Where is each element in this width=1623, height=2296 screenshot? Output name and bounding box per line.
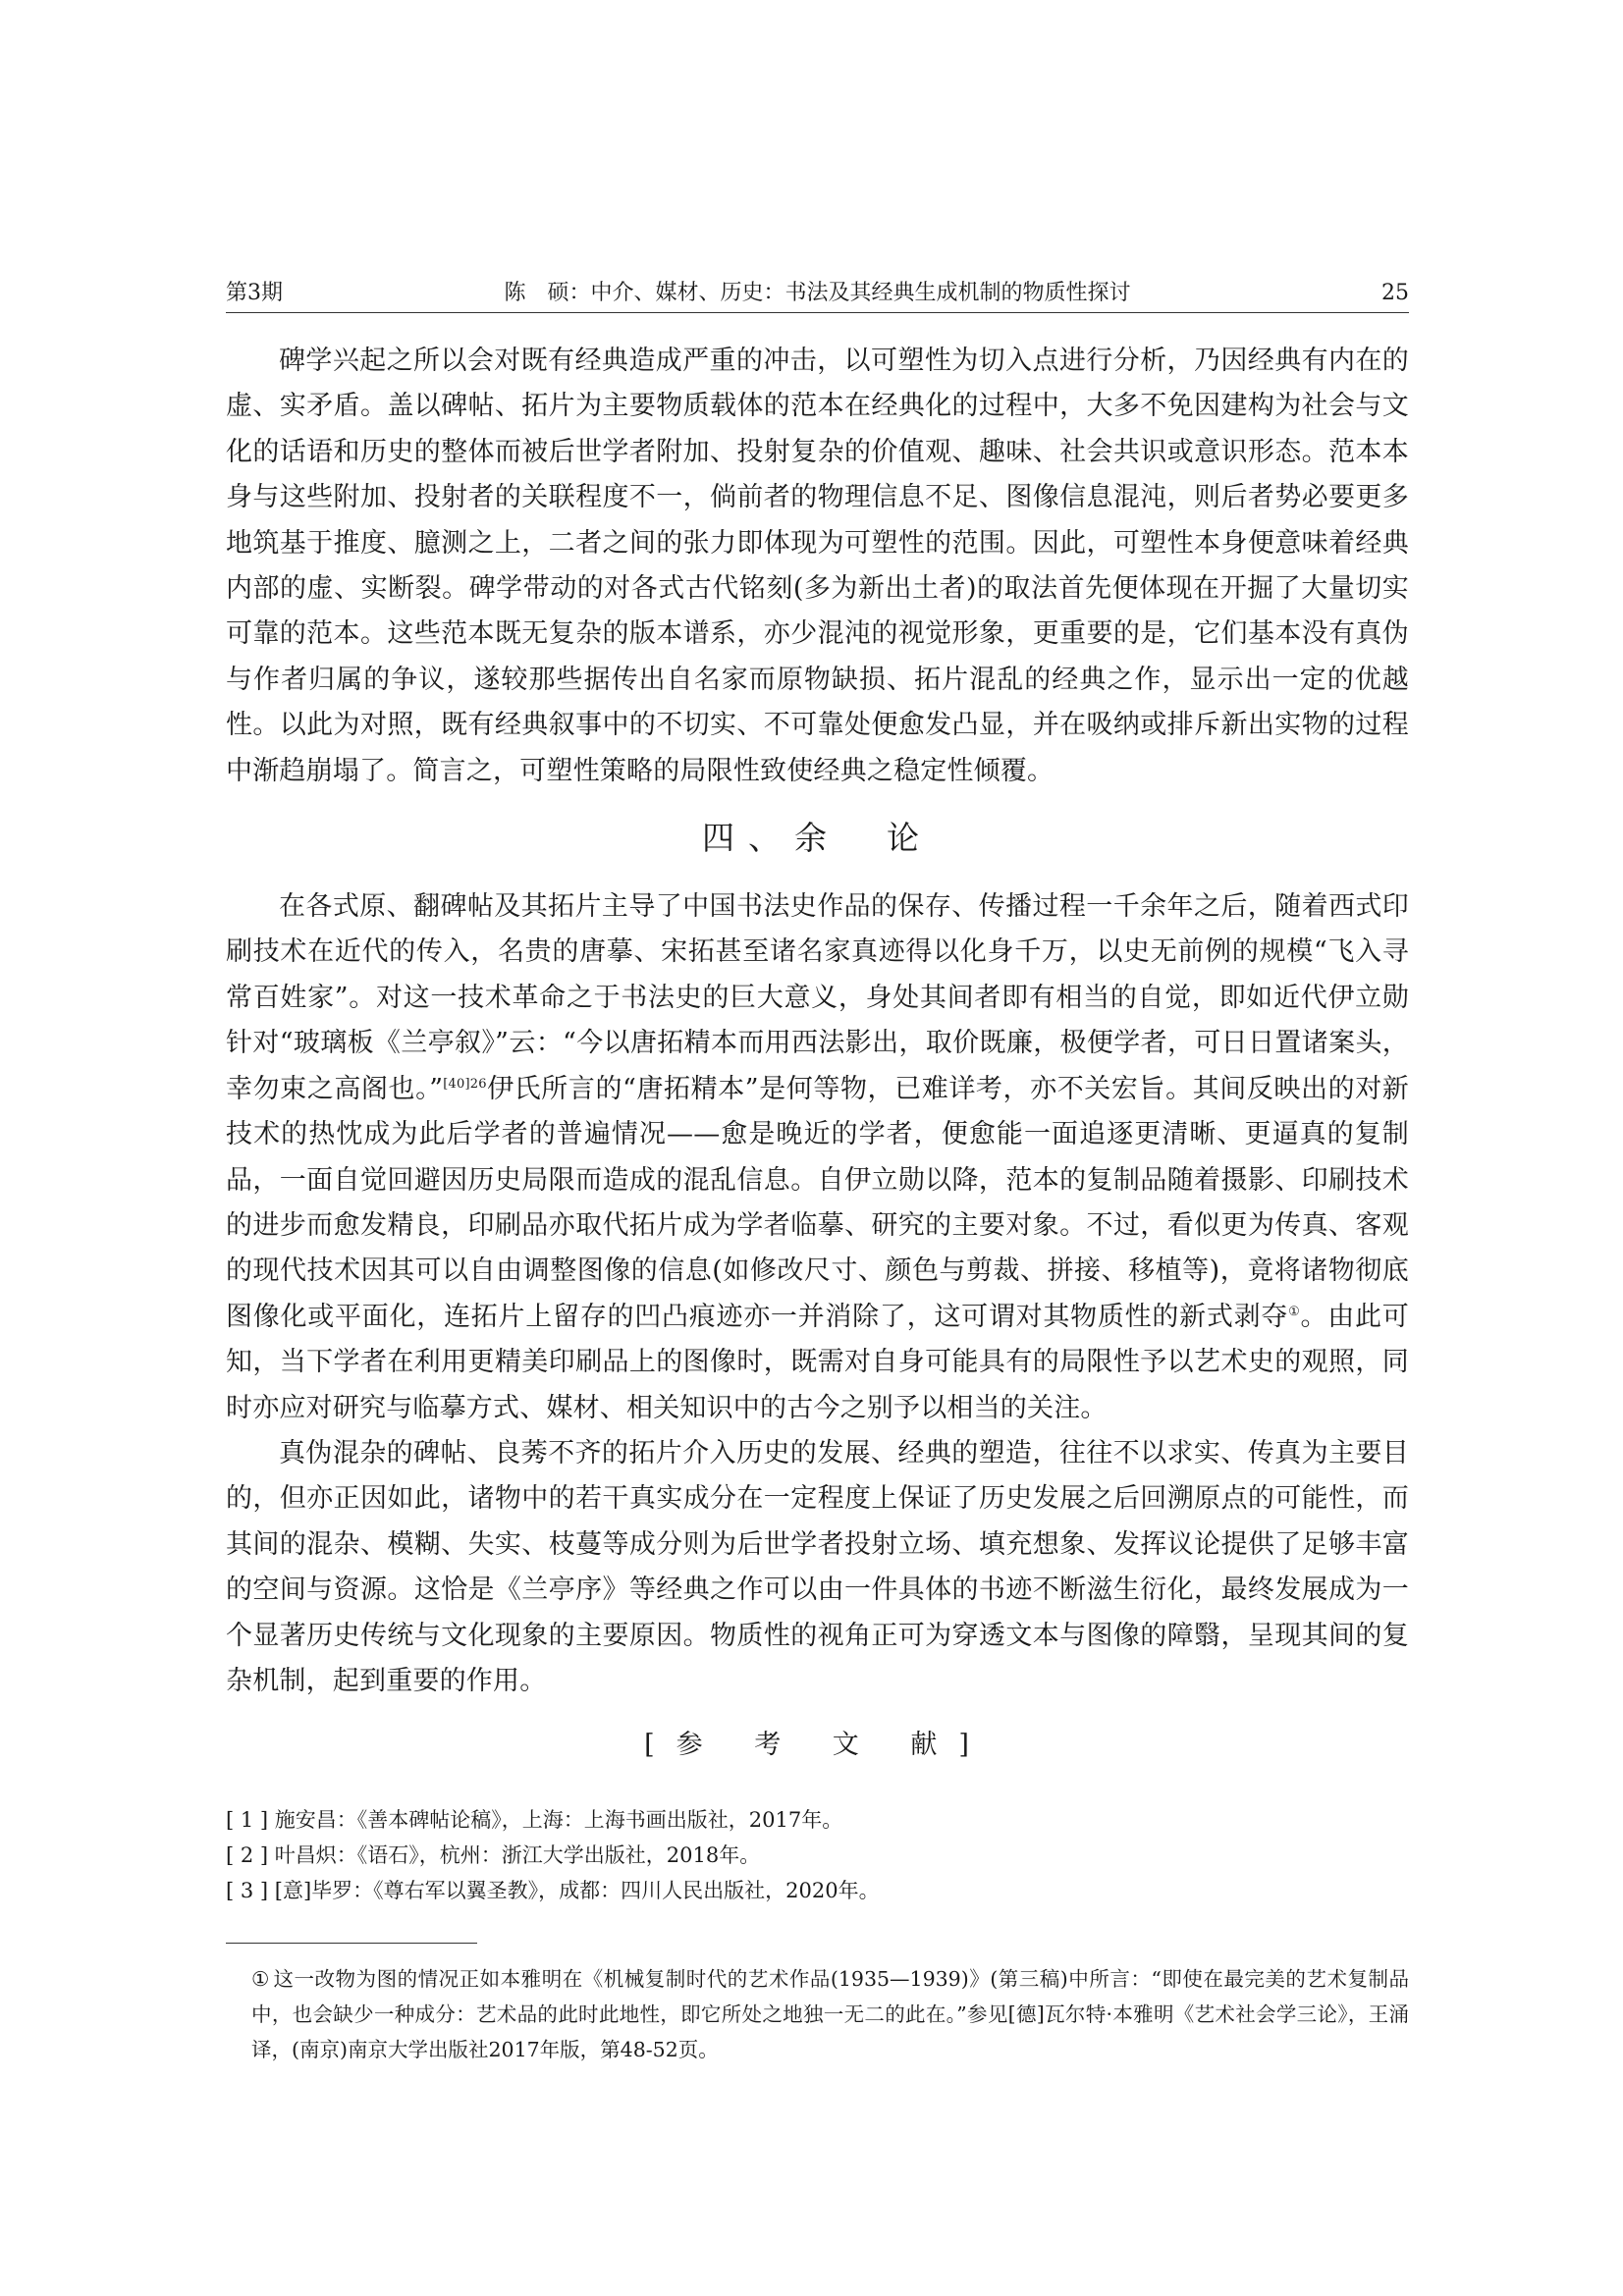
running-header <box>226 279 1409 313</box>
page-number: 25 <box>1381 281 1409 305</box>
issue-number: 第3期 <box>226 281 283 305</box>
para1-text-a: 在各式原、翻碑帖及其拓片主导了中国书法史作品的保存、传播过程一千余年之后，随着西式印刷技术在近代的传入，名贵的唐摹、宋拓甚至诸名家真迹得以化身千万，以史无前例的规模“飞入寻常百姓家”。对这一技术革命之于书法史的巨大意义，身处其间者即有相当的自觉，即如近代伊立勋针对“玻璃板《兰亭叙》”云：“今以唐拓精本而用西法影出，取价既廉，极便学者，可日日置诸案头，幸勿束之高阁也。” <box>226 891 1409 1104</box>
reference-item: [ 2 ] 叶昌炽：《语石》，杭州：浙江大学出版社，2018年。 <box>226 1843 761 1867</box>
para1-text-c: 。由此可知，当下学者在利用更精美印刷品上的图像时，既需对自身可能具有的局限性予以艺术史的观照，同时亦应对研究与临摹方式、媒材、相关知识中的古今之别予以相当的关注。 <box>226 1301 1409 1423</box>
footnote-marker: ① <box>1288 1304 1301 1319</box>
references-heading: [参 考 文 献] <box>644 1730 991 1760</box>
reference-list <box>226 1802 1409 1908</box>
body-paragraph-2: 真伪混杂的碑帖、良莠不齐的拓片介入历史的发展、经典的塑造，往往不以求实、传真为主要目的，但亦正因如此，诸物中的若干真实成分在一定程度上保证了历史发展之后回溯原点的可能性，而其间的混杂、模糊、失实、枝蔓等成分则为后世学者投射立场、填充想象、发挥议论提供了足够丰富的空间与资源。这恰是《兰亭序》等经典之作可以由一件具体的书迹不断滋生衍化，最终发展成为一个显著历史传统与文化现象的主要原因。物质性的视角正可为穿透文本与图像的障翳，呈现其间的复杂机制，起到重要的作用。 <box>226 1437 1409 1696</box>
footnote <box>251 1961 1409 2067</box>
reference-item: [ 3 ] [意]毕罗：《尊右军以翼圣教》，成都：四川人民出版社，2020年。 <box>226 1879 880 1902</box>
para1-text-b: 伊氏所言的“唐拓精本”是何等物，已难详考，亦不关宏旨。其间反映出的对新技术的热忱成为此后学者的普遍情况——愈是晚近的学者，便愈能一面追逐更清晰、更逼真的复制品，一面自觉回避因历史局限而造成的混乱信息。自伊立勋以降，范本的复制品随着摄影、印刷技术的进步而愈发精良，印刷品亦取代拓片成为学者临摹、研究的主要对象。不过，看似更为传真、客观的现代技术因其可以自由调整图像的信息(如修改尺寸、颜色与剪裁、拼接、移植等)，竟将诸物彻底图像化或平面化，连拓片上留存的凹凸痕迹亦一并消除了，这可谓对其物质性的新式剥夺 <box>226 1073 1410 1332</box>
citation-marker: [40]26 <box>443 1076 487 1092</box>
main-text <box>226 339 1409 1704</box>
running-title: 陈 硕：中介、媒材、历史：书法及其经典生成机制的物质性探讨 <box>504 281 1131 305</box>
footnote-text: 这一改物为图的情况正如本雅明在《机械复制时代的艺术作品(1935—1939)》(第三稿)中所言：“即使在最完美的艺术复制品中，也会缺少一种成分：艺术品的此时此地性，即它所处之地独一无二的此在。”参见[德]瓦尔特·本雅明《艺术社会学三论》，王涌译，(南京)南京大学出版社2017年版，第48-52页。 <box>251 1967 1409 2061</box>
intro-paragraph: 碑学兴起之所以会对既有经典造成严重的冲击，以可塑性为切入点进行分析，乃因经典有内在的虚、实矛盾。盖以碑帖、拓片为主要物质载体的范本在经典化的过程中，大多不免因建构为社会与文化的话语和历史的整体而被后世学者附加、投射复杂的价值观、趣味、社会共识或意识形态。范本本身与这些附加、投射者的关联程度不一，倘前者的物理信息不足、图像信息混沌，则后者势必要更多地筑基于推度、臆测之上，二者之间的张力即体现为可塑性的范围。因此，可塑性本身便意味着经典内部的虚、实断裂。碑学带动的对各式古代铭刻(多为新出土者)的取法首先便体现在开掘了大量切实可靠的范本。这些范本既无复杂的版本谱系，亦少混沌的视觉形象，更重要的是，它们基本没有真伪与作者归属的争议，遂较那些据传出自名家而原物缺损、拓片混乱的经典之作，显示出一定的优越性。以此为对照，既有经典叙事中的不切实、不可靠处便愈发凸显，并在吸纳或排斥新出实物的过程中渐趋崩塌了。简言之，可塑性策略的局限性致使经典之稳定性倾覆。 <box>226 346 1409 786</box>
section-title: 四、余 论 <box>702 819 933 858</box>
reference-item: [ 1 ] 施安昌：《善本碑帖论稿》，上海：上海书画出版社，2017年。 <box>226 1808 843 1832</box>
footnote-divider <box>226 1943 477 1944</box>
footnote-number: ① <box>251 1967 270 1991</box>
body-paragraph-1 <box>226 884 1409 1431</box>
